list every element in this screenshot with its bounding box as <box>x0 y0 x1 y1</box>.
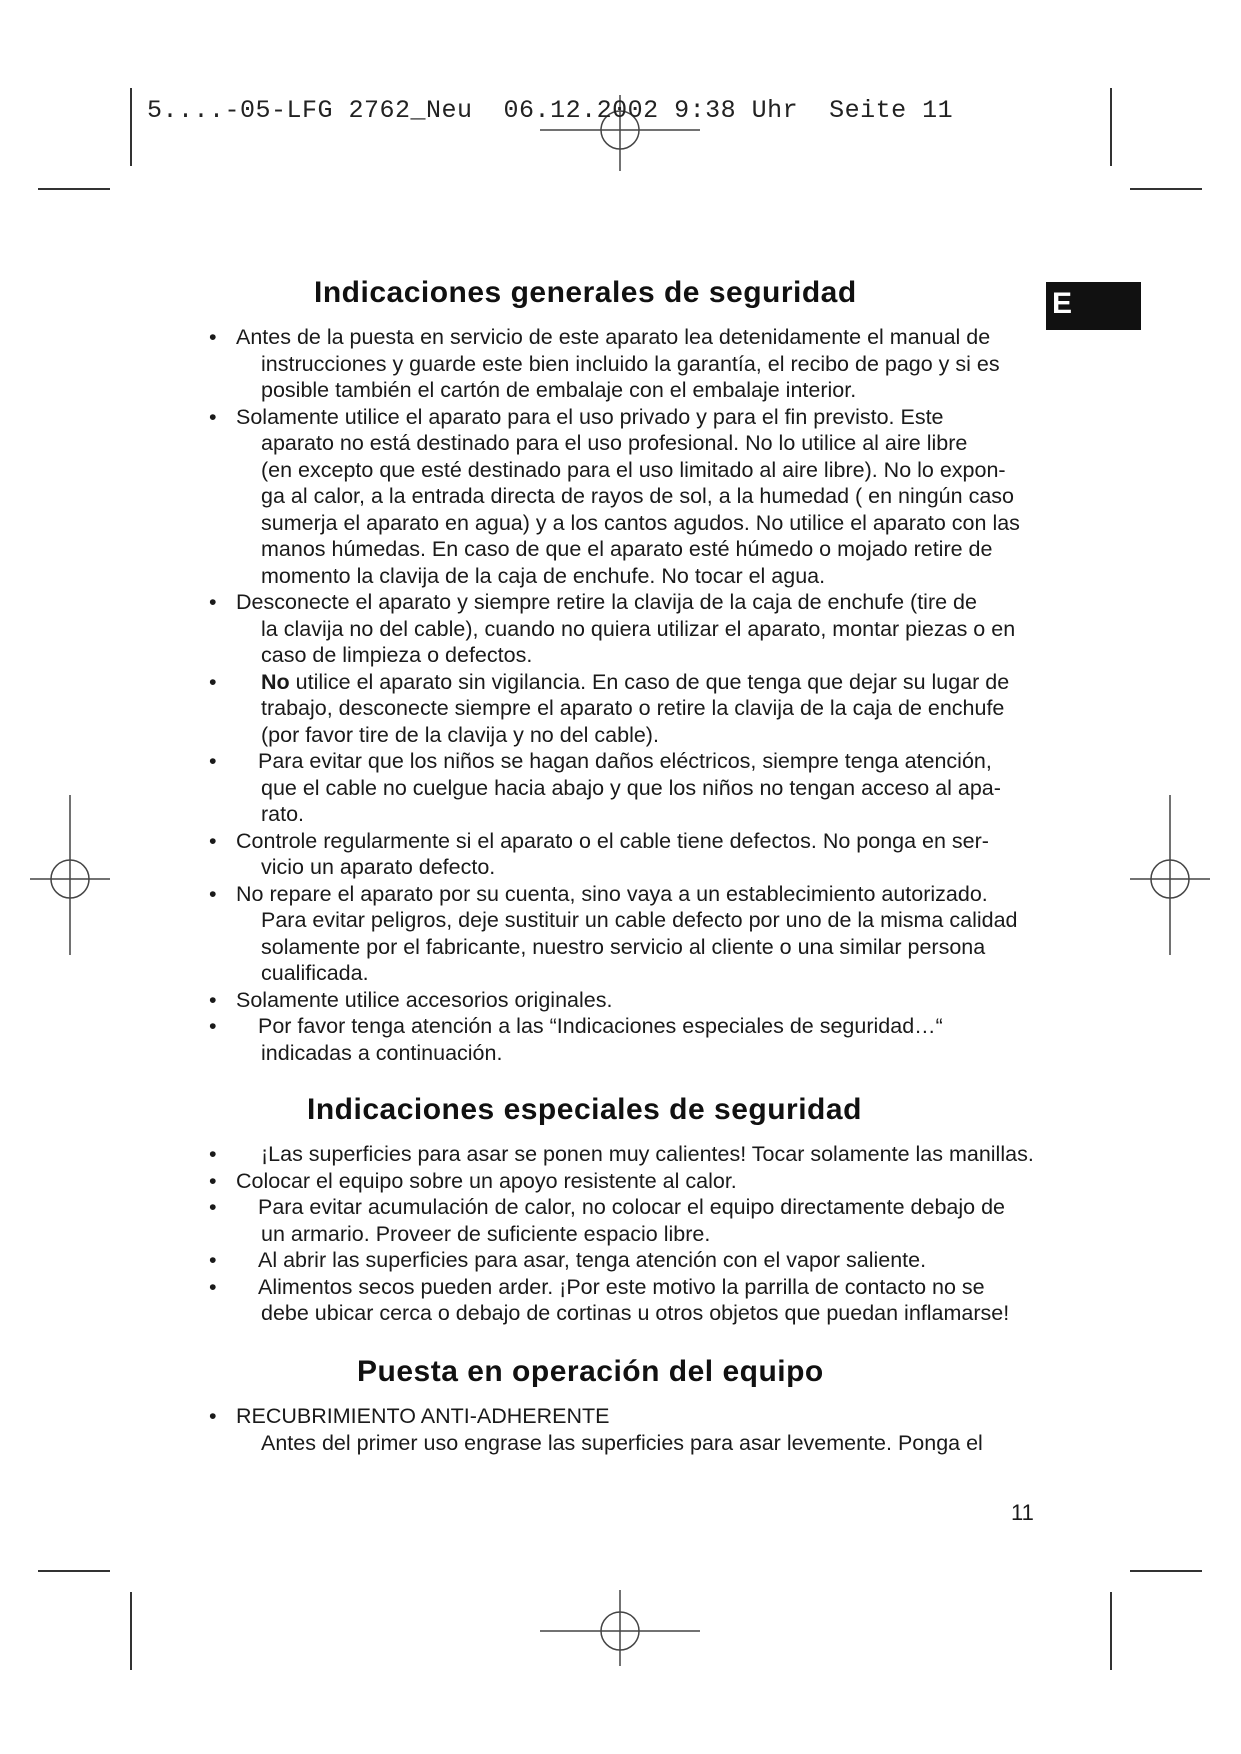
bullet: • <box>209 1168 217 1193</box>
bullet: • <box>209 1404 217 1428</box>
section-list <box>209 324 1049 1066</box>
text-line: Desconecte el aparato y siempre retire la clavija de la caja de enchufe (tire de <box>236 590 977 614</box>
text-line: Solamente utilice el aparato para el uso privado y para el fin previsto. Este <box>236 404 944 429</box>
page-number: 11 <box>1011 1500 1034 1525</box>
language-tab-label: E <box>1052 287 1073 320</box>
text-line: Al abrir las superficies para asar, tenga atención con el vapor saliente. <box>258 1248 927 1272</box>
bullet: • <box>209 1014 217 1038</box>
section-list <box>209 1141 1049 1327</box>
text-line: indicadas a continuación. <box>261 1040 503 1065</box>
crop-mark <box>130 1592 132 1670</box>
bullet: • <box>209 325 217 349</box>
text-line: trabajo, desconecte siempre el aparato o retire la clavija de la caja de enchufe <box>261 696 1005 720</box>
crop-mark <box>130 88 132 166</box>
text-line: No repare el aparato por su cuenta, sino vaya a un establecimiento autorizado. <box>236 881 988 906</box>
text-line: solamente por el fabricante, nuestro servicio al cliente o una similar persona <box>261 934 986 959</box>
bullet: • <box>209 828 217 853</box>
crop-mark <box>1110 88 1112 166</box>
text-line: Colocar el equipo sobre un apoyo resistente al calor. <box>236 1168 737 1193</box>
crop-mark <box>38 1570 110 1572</box>
bullet: • <box>209 987 217 1012</box>
text-line: instrucciones y guarde este bien incluido la garantía, el recibo de pago y si es <box>261 351 1000 376</box>
registration-mark-icon <box>1130 795 1210 955</box>
text-line: debe ubicar cerca o debajo de cortinas u otros objetos que puedan inflamarse! <box>261 1301 1010 1325</box>
bullet: • <box>209 1142 217 1166</box>
bullet: • <box>209 1274 217 1299</box>
list-item <box>209 404 1049 590</box>
list-item <box>209 1013 1049 1066</box>
list-item <box>209 1141 1049 1168</box>
text-line: la clavija no del cable), cuando no quiera utilizar el aparato, montar piezas o en <box>261 616 1016 641</box>
section-title: Indicaciones especiales de seguridad <box>307 1093 862 1126</box>
bullet: • <box>209 749 217 773</box>
text-line <box>236 669 1049 696</box>
crop-mark <box>38 188 110 190</box>
text-line: vicio un aparato defecto. <box>261 855 496 879</box>
text-line: Para evitar que los niños se hagan daños eléctricos, siempre tenga atención, <box>258 749 992 773</box>
text-line: Solamente utilice accesorios originales. <box>236 987 613 1012</box>
text-line: aparato no está destinado para el uso profesional. No lo utilice al aire libre <box>261 431 968 455</box>
list-item <box>209 1274 1049 1327</box>
section-title: Puesta en operación del equipo <box>357 1355 824 1388</box>
emphasis-no: No <box>261 669 290 694</box>
text-line: manos húmedas. En caso de que el aparato esté húmedo o mojado retire de <box>261 537 993 561</box>
list-item <box>209 669 1049 749</box>
bullet: • <box>209 590 217 614</box>
text-line: posible también el cartón de embalaje con el embalaje interior. <box>261 378 857 402</box>
list-item <box>209 1247 1049 1274</box>
text-line: Controle regularmente si el aparato o el cable tiene defectos. No ponga en ser- <box>236 828 989 853</box>
language-tab <box>1046 282 1141 330</box>
text-line: momento la clavija de la caja de enchufe. No tocar el agua. <box>261 563 826 588</box>
text-line: (por favor tire de la clavija y no del cable). <box>261 722 659 747</box>
text-line: ga al calor, a la entrada directa de rayos de sol, a la humedad ( en ningún caso <box>261 484 1014 508</box>
text-line: Antes del primer uso engrase las superficies para asar levemente. Ponga el <box>261 1430 983 1455</box>
text-line: caso de limpieza o defectos. <box>261 643 533 667</box>
section-list <box>209 1403 1049 1456</box>
list-item <box>209 881 1049 987</box>
bullet: • <box>209 1195 217 1219</box>
registration-mark-icon <box>540 1590 700 1666</box>
text-line: Antes de la puesta en servicio de este aparato lea detenidamente el manual de <box>236 325 991 349</box>
list-item <box>209 748 1049 828</box>
crop-mark <box>1130 188 1202 190</box>
list-item <box>209 828 1049 881</box>
crop-mark <box>1110 1592 1112 1670</box>
text-line: un armario. Proveer de suficiente espacio libre. <box>261 1221 711 1246</box>
list-item <box>209 987 1049 1014</box>
text-line: (en excepto que esté destinado para el uso limitado al aire libre). No lo expon- <box>261 457 1006 482</box>
text-line: ¡Las superficies para asar se ponen muy calientes! Tocar solamente las manillas. <box>261 1142 1034 1166</box>
text-line: Para evitar peligros, deje sustituir un cable defecto por uno de la misma calidad <box>261 908 1018 932</box>
crop-mark <box>1130 1570 1202 1572</box>
list-item <box>209 1168 1049 1195</box>
bullet: • <box>209 881 217 906</box>
text-line: rato. <box>261 802 305 826</box>
section-title: Indicaciones generales de seguridad <box>314 276 857 309</box>
registration-mark-icon <box>30 795 110 955</box>
bullet: • <box>209 669 217 694</box>
list-item <box>209 324 1049 404</box>
text-line: Para evitar acumulación de calor, no colocar el equipo directamente debajo de <box>258 1195 1005 1219</box>
text-line: Alimentos secos pueden arder. ¡Por este motivo la parrilla de contacto no se <box>258 1274 985 1299</box>
text-line: RECUBRIMIENTO ANTI-ADHERENTE <box>236 1404 610 1428</box>
text-line: sumerja el aparato en agua) y a los cantos agudos. No utilice el aparato con las <box>261 510 1020 535</box>
bullet: • <box>209 404 217 429</box>
list-item <box>209 1194 1049 1247</box>
list-item <box>209 1403 1049 1456</box>
list-item <box>209 589 1049 669</box>
bullet: • <box>209 1248 217 1272</box>
text-line: que el cable no cuelgue hacia abajo y que los niños no tengan acceso al apa- <box>261 775 1001 800</box>
text-run: utilice el aparato sin vigilancia. En caso de que tenga que dejar su lugar de <box>289 669 1010 694</box>
text-line: Por favor tenga atención a las “Indicaciones especiales de seguridad…“ <box>258 1014 943 1038</box>
print-slug: 5....-05-LFG 2762_Neu 06.12.2002 9:38 Uhr Seite 11 <box>147 96 954 125</box>
text-line: cualificada. <box>261 961 369 985</box>
